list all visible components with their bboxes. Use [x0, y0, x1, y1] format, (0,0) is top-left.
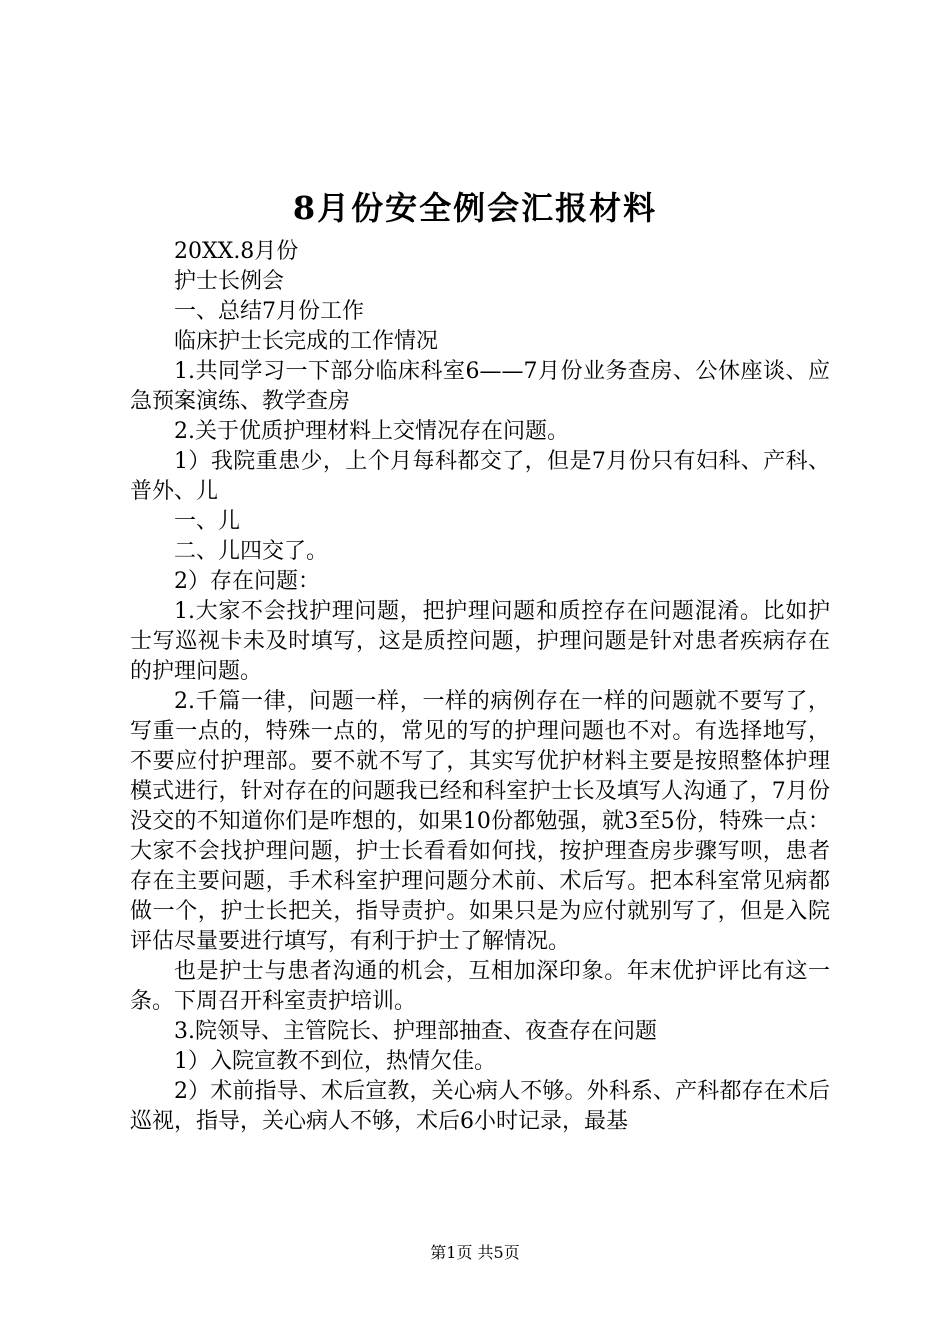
- page-footer: 第1页 共5页: [430, 1243, 520, 1262]
- paragraph: 2.千篇一律，问题一样，一样的病例存在一样的问题就不要写了，写重一点的，特殊一点的，常见的写的护理问题也不对。有选择地写，不要应付护理部。要不就不写了，其实写优护材料主要是按照整体护理模式进行，针对存在的问题我已经和科室护士长及填写人沟通了，7月份没交的不知道你们是咋想的，如果10份都勉强，就3至5份，特殊一点：大家不会找护理问题，护士长看看如何找，按护理查房步骤写呗，患者存在主要问题，手术科室护理问题分术前、术后写。把本科室常见病都做一个，护士长把关，指导责护。如果只是为应付就别写了，但是入院评估尽量要进行填写，有利于护士了解情况。: [130, 689, 830, 954]
- paragraph-subheading: 临床护士长完成的工作情况: [174, 329, 439, 354]
- paragraph: 也是护士与患者沟通的机会，互相加深印象。年末优护评比有这一条。下周召开科室责护培训。: [130, 959, 830, 1014]
- paragraph-date: 20XX.8月份: [174, 239, 299, 264]
- paragraph: 1.大家不会找护理问题，把护理问题和质控存在问题混淆。比如护士写巡视卡未及时填写，这是质控问题，护理问题是针对患者疾病存在的护理问题。: [130, 599, 830, 684]
- paragraph: 一、儿: [174, 509, 241, 534]
- paragraph: 2）存在问题：: [174, 569, 320, 594]
- paragraph: 1）入院宣教不到位，热情欠佳。: [174, 1049, 496, 1074]
- paragraph: 3.院领导、主管院长、护理部抽查、夜查存在问题: [174, 1019, 657, 1044]
- paragraph-meeting: 护士长例会: [174, 269, 285, 294]
- document-body: [130, 237, 830, 1137]
- paragraph: 2）术前指导、术后宣教，关心病人不够。外科系、产科都存在术后巡视，指导，关心病人不够，术后6小时记录，最基: [130, 1079, 830, 1134]
- paragraph: 1.共同学习一下部分临床科室6——7月份业务查房、公休座谈、应急预案演练、教学查房: [130, 359, 830, 414]
- document-title: 8月份安全例会汇报材料: [292, 189, 658, 227]
- paragraph: 二、儿四交了。: [174, 539, 329, 564]
- paragraph-section-heading: 一、总结7月份工作: [174, 299, 364, 324]
- paragraph: 2.关于优质护理材料上交情况存在问题。: [174, 419, 569, 444]
- paragraph: 1）我院重患少，上个月每科都交了，但是7月份只有妇科、产科、普外、儿: [130, 449, 830, 504]
